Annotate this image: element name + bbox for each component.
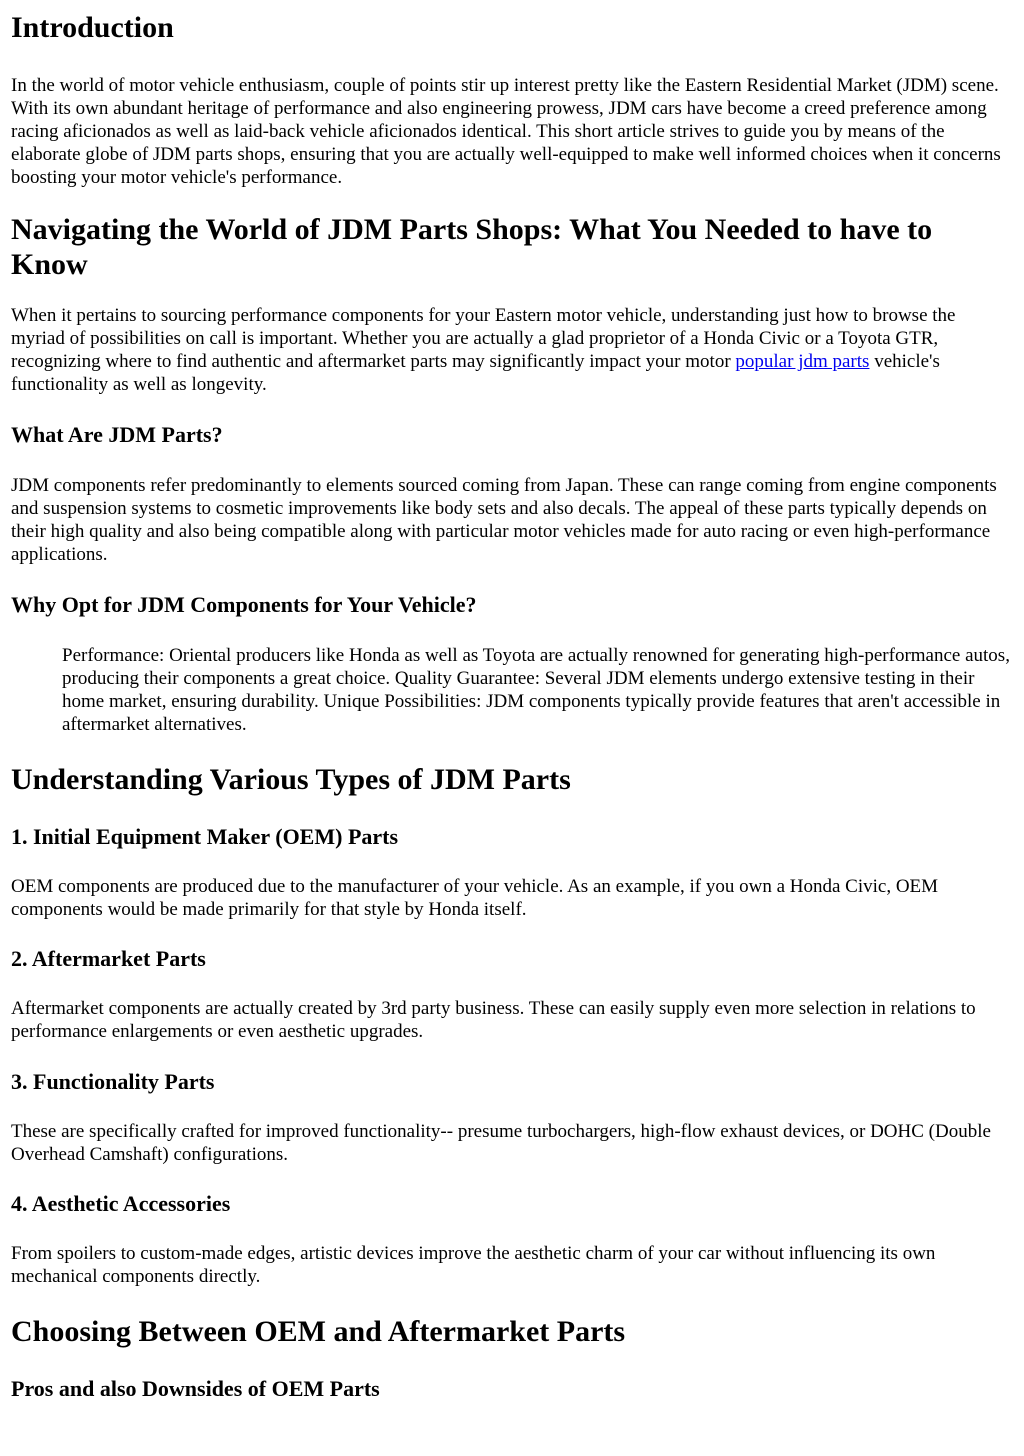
section-heading-introduction: Introduction (11, 11, 174, 44)
paragraph-text: When it pertains to sourcing performance components for your Eastern motor vehicle, understanding just how to browse the myriad of possibilities on call is important. Whether you are actually a glad proprietor of a Honda Civic or a Toyota GTR, recognizing where to find authentic and aftermarket parts may significantly impact your motor (11, 305, 956, 372)
subheading-why-opt: Why Opt for JDM Components for Your Vehicle? (11, 592, 477, 617)
subheading-what-are-jdm-parts: What Are JDM Parts? (11, 422, 223, 447)
section-heading-types: Understanding Various Types of JDM Parts (11, 763, 571, 796)
subheading-functionality-parts: 3. Functionality Parts (11, 1069, 215, 1094)
popular-jdm-parts-link[interactable]: popular jdm parts (735, 351, 870, 372)
blockquote-why-opt: Performance: Oriental producers like Honda as well as Toyota are actually renowned for generating high-performance autos, producing their components a great choice. Quality Guarantee: Several JDM elements undergo extensive testing in their home market, ensuring durability. Unique Possibilities: JDM components typically provide features that aren't accessible in aftermarket alternatives. (62, 645, 1010, 735)
subheading-aesthetic-accessories: 4. Aesthetic Accessories (11, 1191, 231, 1216)
section-heading-choosing: Choosing Between OEM and Aftermarket Parts (11, 1315, 626, 1348)
paragraph-functionality-parts: These are specifically crafted for improved functionality-- presume turbochargers, high-flow exhaust devices, or DOHC (Double Overhead Camshaft) configurations. (11, 1121, 991, 1165)
paragraph-what-are-jdm-parts: JDM components refer predominantly to elements sourced coming from Japan. These can range coming from engine components and suspension systems to cosmetic improvements like body sets and also decals. The appeal of these parts typically depends on their high quality and also being compatible along with particular motor vehicles made for auto racing or even high-performance applications. (11, 475, 997, 565)
subheading-oem-parts: 1. Initial Equipment Maker (OEM) Parts (11, 824, 399, 849)
subheading-aftermarket-parts: 2. Aftermarket Parts (11, 946, 206, 971)
paragraph-introduction: In the world of motor vehicle enthusiasm, couple of points stir up interest pretty like the Eastern Residential Market (JDM) scene. With its own abundant heritage of performance and also engineering prowess, JDM cars have become a creed preference among racing aficionados as well as laid-back vehicle aficionados identical. This short article strives to guide you by means of the elaborate globe of JDM parts shops, ensuring that you are actually well-equipped to make well informed choices when it concerns boosting your motor vehicle's performance. (11, 75, 1001, 188)
paragraph-text: vehicle's functionality as well as longevity. (11, 351, 940, 395)
paragraph-aesthetic-accessories: From spoilers to custom-made edges, artistic devices improve the aesthetic charm of your car without influencing its own mechanical components directly. (11, 1243, 936, 1287)
article (0, 10, 1024, 1402)
paragraph-aftermarket-parts: Aftermarket components are actually created by 3rd party business. These can easily supply even more selection in relations to performance enlargements or even aesthetic upgrades. (11, 998, 976, 1042)
paragraph-navigating (11, 304, 1014, 396)
subheading-pros-downsides-oem: Pros and also Downsides of OEM Parts (11, 1376, 380, 1401)
paragraph-oem-parts: OEM components are produced due to the manufacturer of your vehicle. As an example, if you own a Honda Civic, OEM components would be made primarily for that style by Honda itself. (11, 876, 939, 920)
section-heading-navigating: Navigating the World of JDM Parts Shops: What You Needed to have to Know (11, 213, 933, 281)
